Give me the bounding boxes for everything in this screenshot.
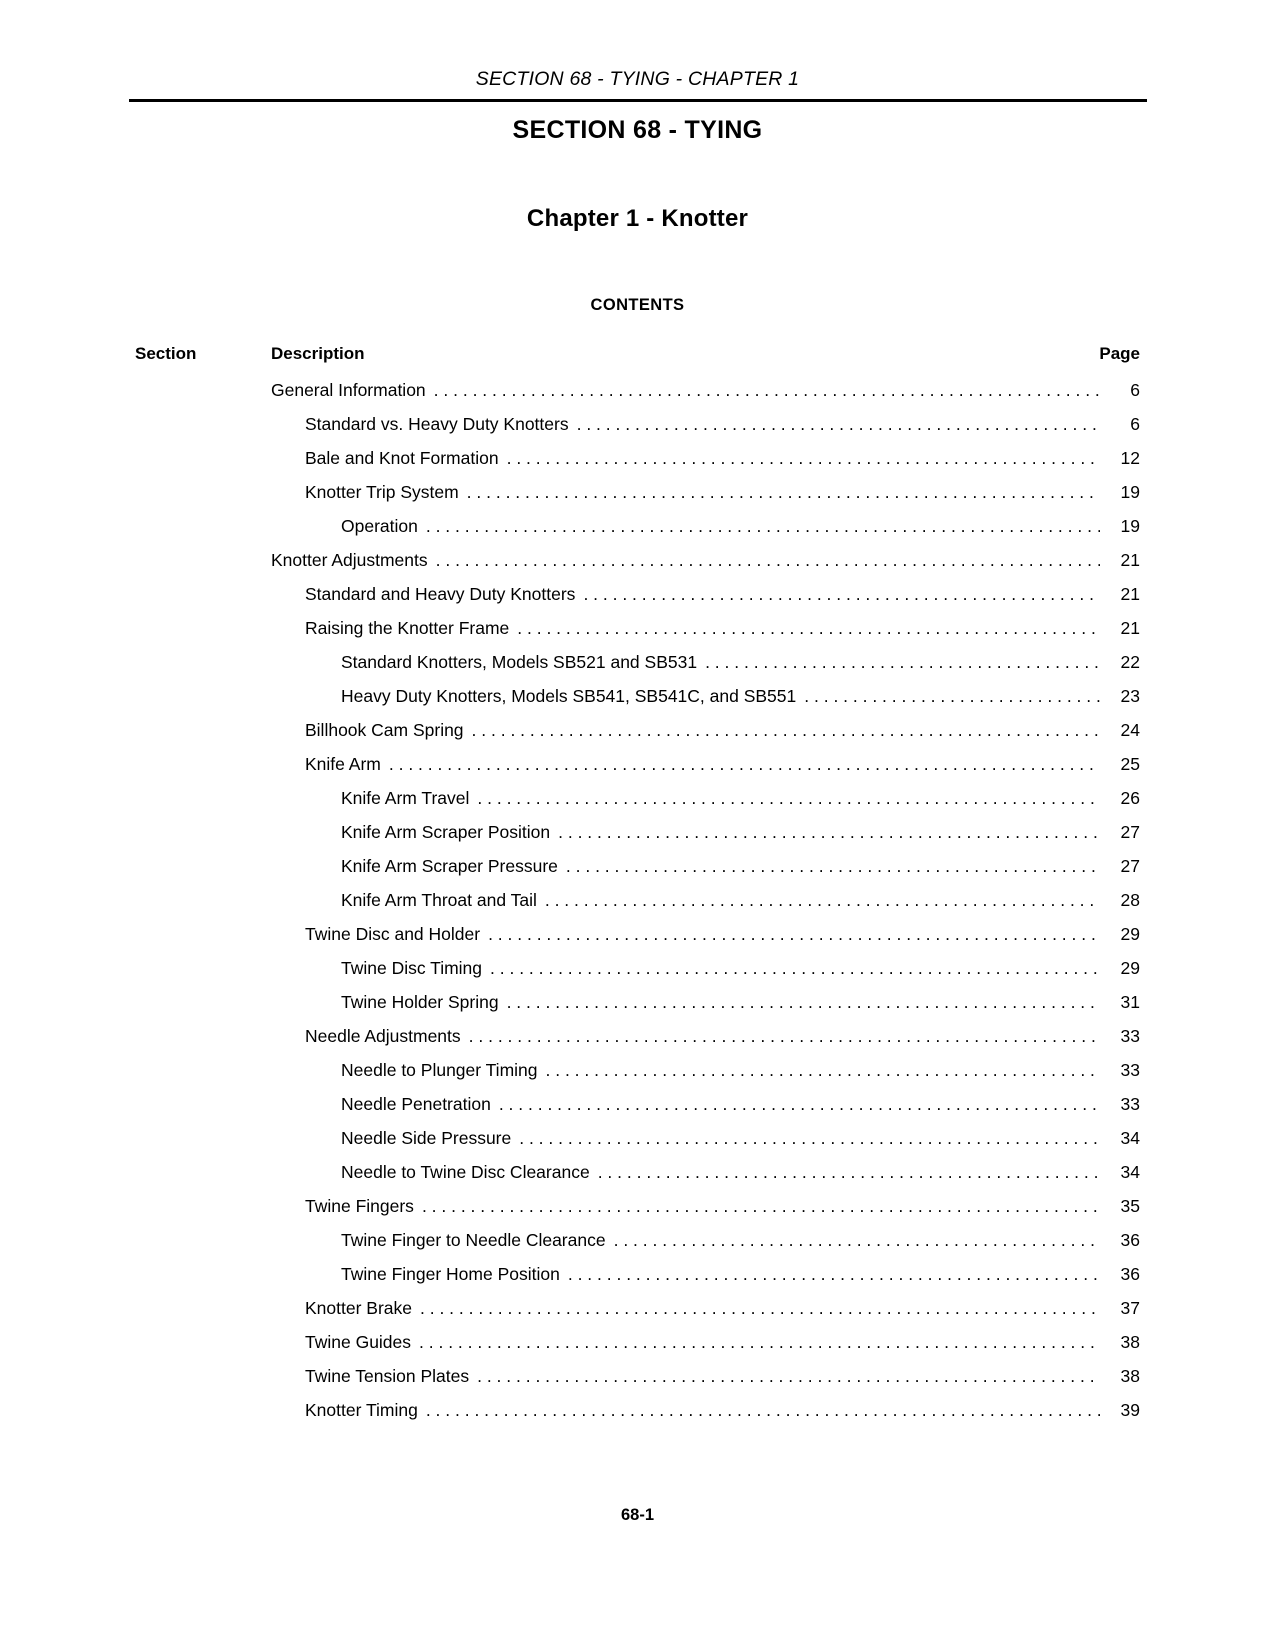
toc-leader-dots (499, 1094, 1100, 1112)
toc-entry[interactable] (135, 856, 1140, 890)
column-header-description: Description (271, 344, 365, 363)
section-title: SECTION 68 - TYING (512, 116, 763, 144)
toc-entry-label: Knotter Timing (305, 1400, 418, 1420)
toc-entry-page: 29 (1120, 924, 1140, 944)
toc-leader-dots (598, 1162, 1100, 1180)
toc-entry-page: 29 (1120, 958, 1140, 978)
toc-entry-label: Twine Disc Timing (341, 958, 483, 978)
toc-entry[interactable] (135, 550, 1140, 584)
toc-entry[interactable] (135, 448, 1140, 482)
toc-leader-dots (490, 958, 1100, 976)
toc-entry-page: 24 (1120, 720, 1140, 740)
toc-leader-dots (477, 788, 1100, 806)
toc-entry[interactable] (135, 414, 1140, 448)
toc-entry-page: 39 (1120, 1400, 1140, 1420)
toc-leader-dots (545, 890, 1100, 908)
toc-entry-label: Knife Arm Throat and Tail (341, 890, 537, 910)
toc-entry-label: Twine Fingers (305, 1196, 414, 1216)
toc-entry-label: Knife Arm Travel (341, 788, 470, 808)
toc-column-headers (135, 344, 1140, 374)
toc-entry-page: 21 (1120, 584, 1140, 604)
toc-entry-label: Needle to Plunger Timing (341, 1060, 538, 1080)
toc-entry-page: 27 (1120, 856, 1140, 876)
toc-entry-page: 36 (1120, 1264, 1140, 1284)
toc-entry[interactable] (135, 890, 1140, 924)
toc-entry[interactable] (135, 754, 1140, 788)
toc-entry-list (135, 380, 1140, 1434)
toc-leader-dots (519, 1128, 1100, 1146)
toc-entry-page: 37 (1120, 1298, 1140, 1318)
toc-entry[interactable] (135, 1298, 1140, 1332)
toc-leader-dots (804, 686, 1100, 704)
toc-entry-page: 6 (1130, 380, 1140, 400)
toc-leader-dots (568, 1264, 1100, 1282)
toc-entry[interactable] (135, 1026, 1140, 1060)
toc-leader-dots (517, 618, 1100, 636)
toc-entry-label: Needle to Twine Disc Clearance (341, 1162, 590, 1182)
toc-entry[interactable] (135, 924, 1140, 958)
toc-leader-dots (426, 1400, 1100, 1418)
toc-entry-label: Knotter Brake (305, 1298, 412, 1318)
toc-leader-dots (420, 1298, 1100, 1316)
toc-entry[interactable] (135, 1162, 1140, 1196)
toc-entry[interactable] (135, 584, 1140, 618)
toc-entry[interactable] (135, 1128, 1140, 1162)
toc-entry-page: 26 (1120, 788, 1140, 808)
header-rule (129, 99, 1147, 102)
toc-entry[interactable] (135, 380, 1140, 414)
toc-entry-page: 6 (1130, 414, 1140, 434)
toc-entry-page: 34 (1120, 1128, 1140, 1148)
toc-entry-page: 28 (1120, 890, 1140, 910)
toc-entry-page: 19 (1120, 482, 1140, 502)
toc-entry[interactable] (135, 992, 1140, 1026)
toc-entry-page: 23 (1120, 686, 1140, 706)
toc-entry-label: Knife Arm Scraper Position (341, 822, 551, 842)
toc-leader-dots (434, 380, 1100, 398)
toc-entry-page: 36 (1120, 1230, 1140, 1250)
toc-entry-label: Twine Finger to Needle Clearance (341, 1230, 606, 1250)
toc-leader-dots (558, 822, 1100, 840)
toc-entry-page: 38 (1120, 1366, 1140, 1386)
toc-entry-page: 35 (1120, 1196, 1140, 1216)
toc-entry-label: Knife Arm (305, 754, 381, 774)
column-header-page: Page (1099, 344, 1140, 363)
toc-leader-dots (507, 992, 1100, 1010)
toc-entry[interactable] (135, 1366, 1140, 1400)
toc-entry[interactable] (135, 1230, 1140, 1264)
toc-leader-dots (472, 720, 1100, 738)
toc-entry-label: Needle Penetration (341, 1094, 491, 1114)
toc-entry-page: 19 (1120, 516, 1140, 536)
toc-entry-label: Knotter Trip System (305, 482, 459, 502)
toc-leader-dots (566, 856, 1100, 874)
toc-entry-page: 25 (1120, 754, 1140, 774)
column-header-section: Section (135, 344, 197, 363)
toc-leader-dots (507, 448, 1100, 466)
toc-entry-page: 22 (1120, 652, 1140, 672)
toc-entry[interactable] (135, 1264, 1140, 1298)
toc-entry-label: Operation (341, 516, 418, 536)
toc-entry-page: 34 (1120, 1162, 1140, 1182)
toc-entry[interactable] (135, 1332, 1140, 1366)
toc-entry-label: General Information (271, 380, 426, 400)
toc-entry-label: Knotter Adjustments (271, 550, 428, 570)
toc-entry-label: Needle Adjustments (305, 1026, 461, 1046)
toc-entry[interactable] (135, 720, 1140, 754)
toc-entry-page: 12 (1120, 448, 1140, 468)
toc-entry[interactable] (135, 958, 1140, 992)
toc-entry-page: 21 (1120, 550, 1140, 570)
toc-leader-dots (614, 1230, 1100, 1248)
toc-entry-label: Knife Arm Scraper Pressure (341, 856, 558, 876)
toc-entry-label: Standard vs. Heavy Duty Knotters (305, 414, 569, 434)
toc-entry-label: Twine Holder Spring (341, 992, 499, 1012)
toc-entry-label: Needle Side Pressure (341, 1128, 512, 1148)
toc-leader-dots (546, 1060, 1101, 1078)
toc-entry-label: Billhook Cam Spring (305, 720, 464, 740)
toc-entry-label: Twine Tension Plates (305, 1366, 470, 1386)
toc-leader-dots (577, 414, 1100, 432)
running-header: SECTION 68 - TYING - CHAPTER 1 (475, 68, 800, 90)
toc-entry-page: 27 (1120, 822, 1140, 842)
toc-leader-dots (488, 924, 1100, 942)
toc-leader-dots (436, 550, 1100, 568)
toc-entry-label: Raising the Knotter Frame (305, 618, 510, 638)
toc-leader-dots (705, 652, 1100, 670)
toc-leader-dots (389, 754, 1100, 772)
toc-entry[interactable] (135, 482, 1140, 516)
toc-entry-page: 33 (1120, 1026, 1140, 1046)
toc-leader-dots (477, 1366, 1100, 1384)
toc-entry[interactable] (135, 1400, 1140, 1434)
chapter-title: Chapter 1 - Knotter (526, 205, 749, 232)
toc-entry-page: 33 (1120, 1060, 1140, 1080)
toc-entry-label: Twine Disc and Holder (305, 924, 481, 944)
toc-entry-label: Bale and Knot Formation (305, 448, 499, 468)
toc-entry[interactable] (135, 1060, 1140, 1094)
toc-entry[interactable] (135, 686, 1140, 720)
toc-leader-dots (422, 1196, 1100, 1214)
toc-entry-label: Heavy Duty Knotters, Models SB541, SB541C, and SB551 (341, 686, 797, 706)
table-of-contents (135, 344, 1140, 1434)
toc-leader-dots (469, 1026, 1100, 1044)
toc-entry-label: Twine Guides (305, 1332, 412, 1352)
toc-entry[interactable] (135, 822, 1140, 856)
toc-entry[interactable] (135, 652, 1140, 686)
toc-leader-dots (583, 584, 1100, 602)
contents-heading: CONTENTS (590, 296, 685, 314)
page-folio: 68-1 (620, 1506, 655, 1524)
toc-entry-page: 33 (1120, 1094, 1140, 1114)
toc-entry-page: 38 (1120, 1332, 1140, 1352)
toc-leader-dots (419, 1332, 1100, 1350)
toc-entry-page: 31 (1120, 992, 1140, 1012)
toc-leader-dots (467, 482, 1100, 500)
toc-entry-label: Twine Finger Home Position (341, 1264, 560, 1284)
toc-entry[interactable] (135, 1094, 1140, 1128)
toc-entry-label: Standard and Heavy Duty Knotters (305, 584, 576, 604)
toc-entry-page: 21 (1120, 618, 1140, 638)
toc-entry[interactable] (135, 1196, 1140, 1230)
toc-entry-label: Standard Knotters, Models SB521 and SB531 (341, 652, 698, 672)
toc-entry[interactable] (135, 788, 1140, 822)
toc-entry[interactable] (135, 516, 1140, 550)
toc-leader-dots (426, 516, 1100, 534)
toc-entry[interactable] (135, 618, 1140, 652)
